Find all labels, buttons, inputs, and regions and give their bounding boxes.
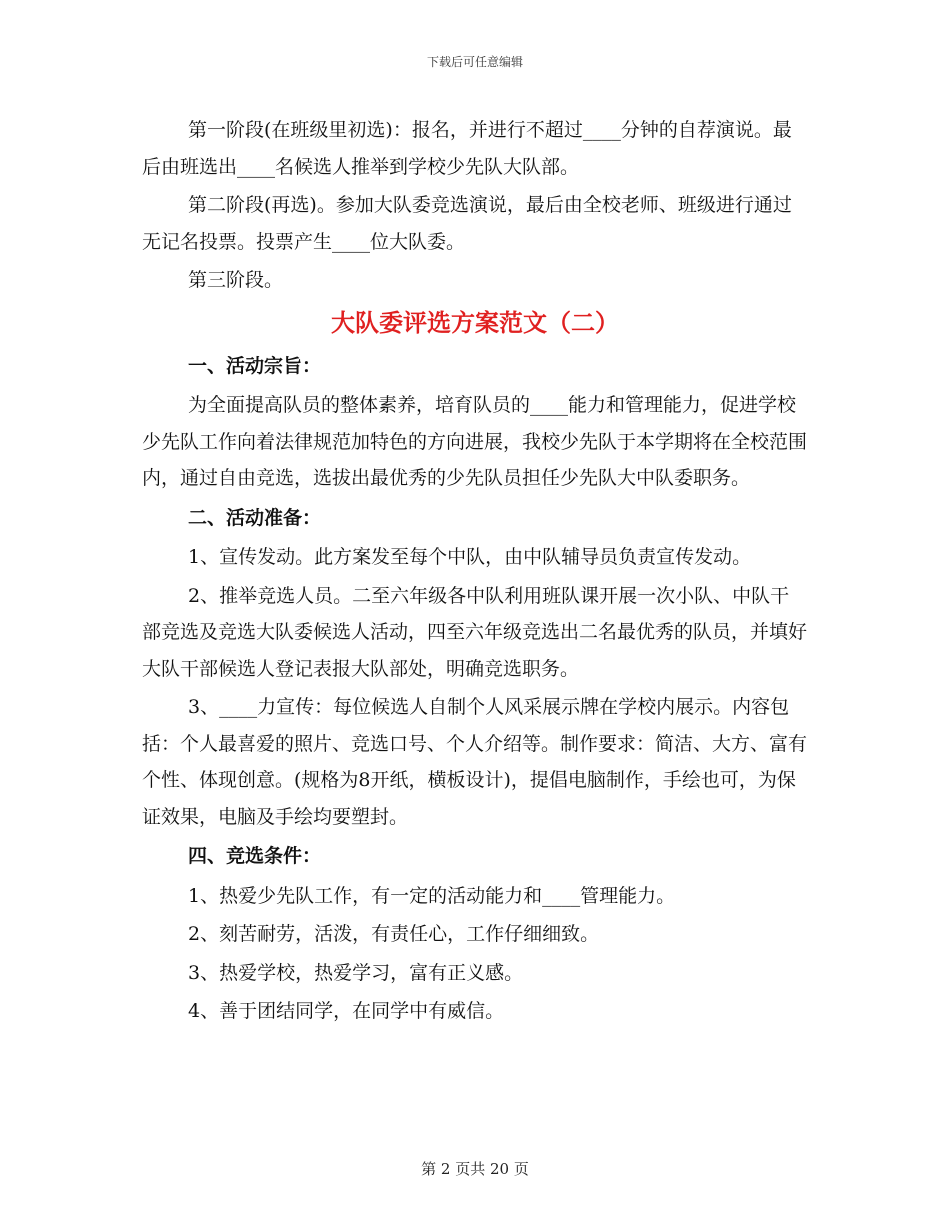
list-item-condition-2: 2、刻苦耐劳，活泼，有责任心，工作仔细细致。 — [188, 923, 600, 945]
paragraph-purpose: 为全面提高队员的整体素养，培育队员的____能力和管理能力，促进学校少先队工作向着法律规范加特色的方向进展，我校少先队于本学期将在全校范围内，通过自由竞选，选拔出最优秀的少先队员担任少先队大中队委职务。 — [142, 394, 808, 489]
list-item-condition-3: 3、热爱学校，热爱学习，富有正义感。 — [188, 961, 524, 984]
page-header: 下载后可任意编辑 — [426, 55, 523, 69]
list-item-condition-1: 1、热爱少先队工作，有一定的活动能力和____管理能力。 — [188, 884, 676, 907]
section-heading-preparation: 二、活动准备： — [188, 506, 322, 529]
paragraph-stage-2: 第二阶段(再选)。参加大队委竞选演说，最后由全校老师、班级进行通过无记名投票。投票产生____位大队委。 — [142, 194, 792, 253]
document-body — [142, 112, 808, 1032]
list-item-preparation-2: 2、推举竞选人员。二至六年级各中队利用班队课开展一次小队、中队干部竞选及竞选大队委候选人活动，四至六年级竞选出二名最优秀的队员，并填好大队干部候选人登记表报大队部处，明确竞选职务。 — [142, 584, 808, 680]
paragraph-stage-1: 第一阶段(在班级里初选)：报名，并进行不超过____分钟的自荐演说。最后由班选出____名候选人推举到学校少先队大队部。 — [142, 119, 792, 178]
paragraph-stage-3: 第三阶段。 — [188, 269, 284, 291]
section-heading-conditions: 四、竞选条件： — [188, 845, 322, 867]
section-heading-purpose: 一、活动宗旨： — [188, 354, 322, 377]
document-title: 大队委评选方案范文（二） — [331, 307, 619, 337]
list-item-preparation-3: 3、____力宣传：每位候选人自制个人风采展示牌在学校内展示。内容包括：个人最喜爱的照片、竞选口号、个人介绍等。制作要求：简洁、大方、富有个性、体现创意。(规格为8开纸，横板设计)，提倡电脑制作，手绘也可，为保证效果，电脑及手绘均要塑封。 — [142, 696, 808, 828]
list-item-preparation-1: 1、宣传发动。此方案发至每个中队，由中队辅导员负责宣传发动。 — [188, 546, 752, 568]
page-footer: 第 2 页共 20 页 — [421, 1160, 529, 1178]
list-item-condition-4: 4、善于团结同学，在同学中有威信。 — [188, 1000, 505, 1022]
